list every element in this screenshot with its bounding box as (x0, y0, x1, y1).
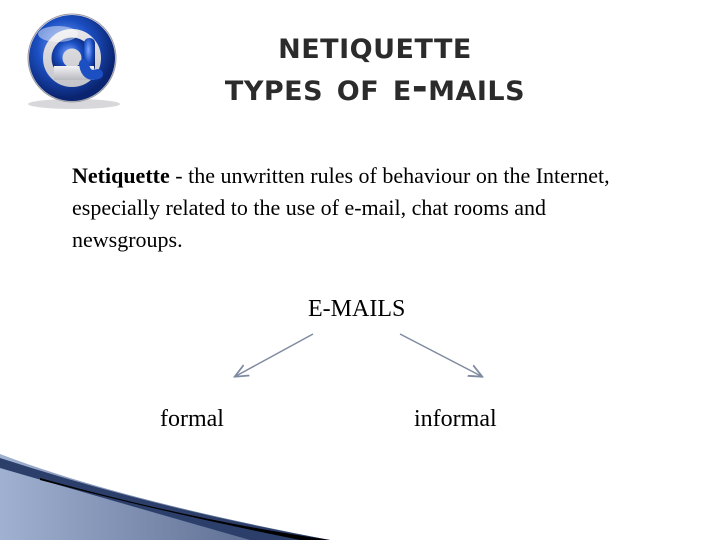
branch-informal-label: informal (414, 406, 497, 432)
definition-paragraph (72, 160, 662, 256)
definition-text: - the unwritten rules of behaviour on the Internet, especially related to the use of e-mail, chat rooms and newsgroups. (72, 163, 610, 252)
title-line-2: types of e-mails (224, 65, 526, 109)
decorative-swoosh (0, 440, 720, 540)
slide-title (185, 24, 565, 108)
definition-term: Netiquette (72, 163, 170, 188)
branch-formal-label: formal (160, 406, 224, 432)
diagram-root-label: E-MAILS (308, 296, 406, 322)
arrow-to-informal (400, 334, 481, 376)
arrow-to-formal (236, 334, 313, 376)
title-line-1: netiquette (278, 23, 472, 67)
at-sign-icon (14, 8, 130, 112)
